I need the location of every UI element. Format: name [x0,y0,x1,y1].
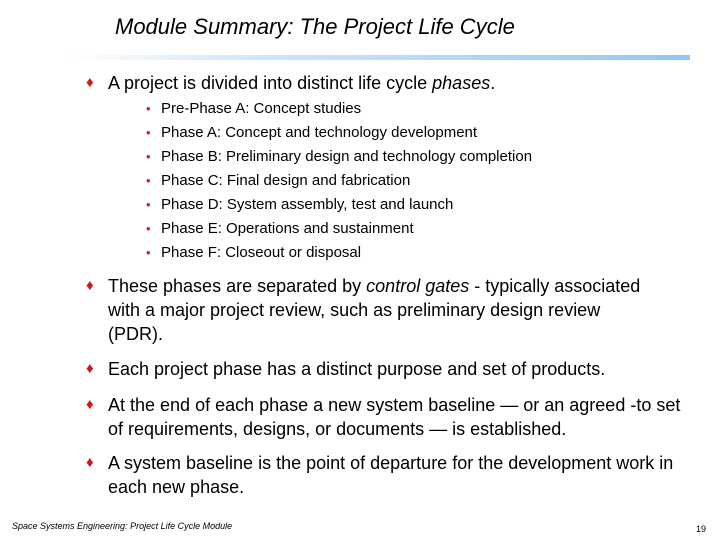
diamond-icon: ♦ [86,454,94,471]
bullet-text: These phases are separated by control gates - typically associated with a major project review, such as preliminary design review (PDR). [108,276,641,344]
bullet-text: At the end of each phase a new system baseline — or an agreed -to set of requirements, designs, or documents — is established. [108,395,681,439]
dot-icon: • [146,101,151,116]
slide-title: Module Summary: The Project Life Cycle [115,14,515,39]
dot-icon: • [146,245,151,260]
bullet-text: A project is divided into distinct life cycle phases. [108,73,496,93]
dot-icon: • [146,173,151,188]
diamond-icon: ♦ [86,277,94,294]
title-divider [68,55,690,60]
page-number: 19 [696,524,707,534]
dot-icon: • [146,149,151,164]
diamond-icon: ♦ [86,74,94,91]
bullet-text: A system baseline is the point of departure for the development work in each new phase. [108,453,674,497]
dot-icon: • [146,221,151,236]
bullet-text: Each project phase has a distinct purpose and set of products. [108,359,606,379]
dot-icon: • [146,197,151,212]
diamond-icon: ♦ [86,360,94,377]
dot-icon: • [146,125,151,140]
footer-title: Space Systems Engineering: Project Life Cycle Module [12,521,233,531]
diamond-icon: ♦ [86,396,94,413]
